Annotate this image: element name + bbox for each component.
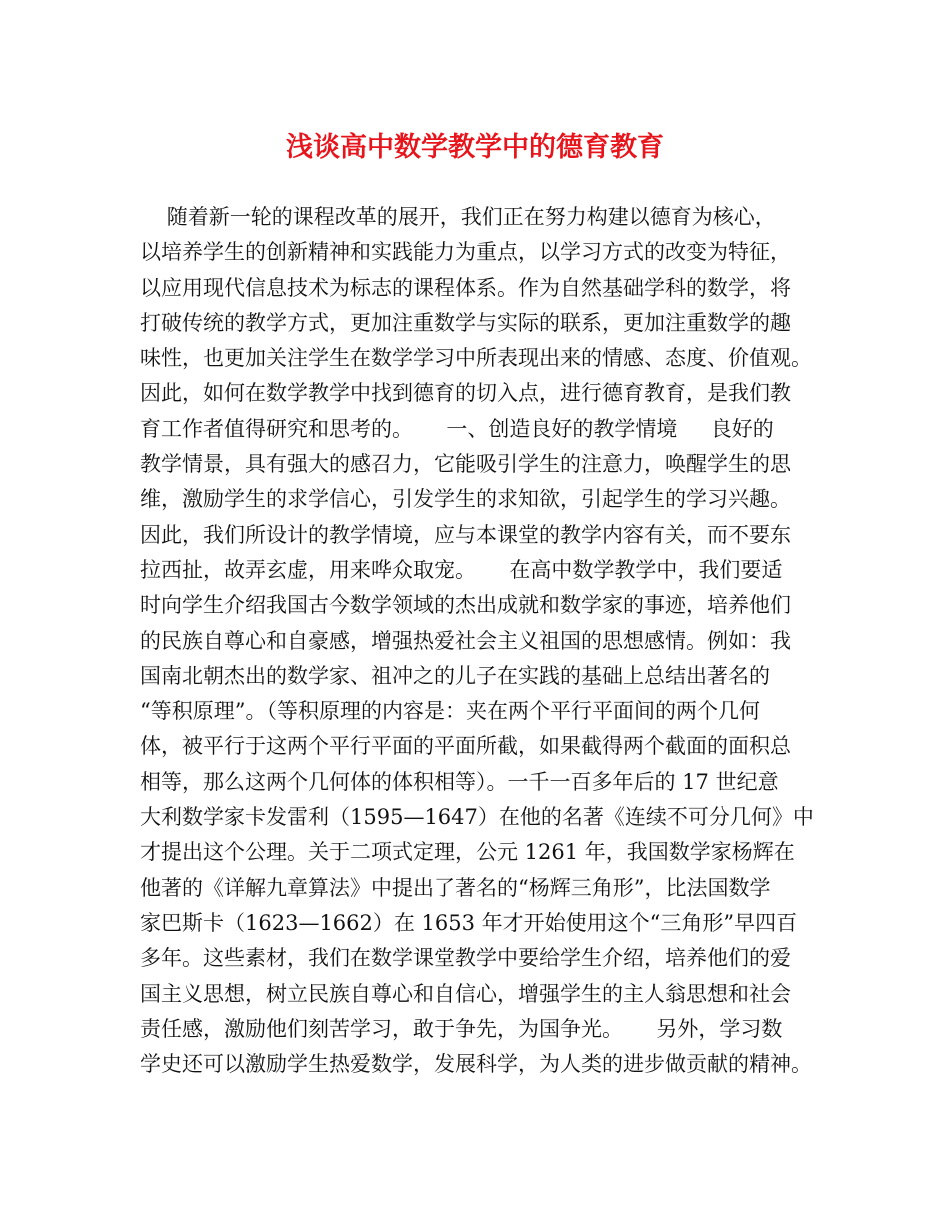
body-line: 以培养学生的创新精神和实践能力为重点，以学习方式的改变为特征， — [140, 240, 791, 265]
body-line: 拉西扯，故弄玄虚，用来哗众取宠。 在高中数学教学中，我们要适 — [140, 557, 783, 582]
body-line: 维，激励学生的求学信心，引发学生的求知欲，引起学生的学习兴趣。 — [140, 487, 791, 512]
body-line: 的民族自尊心和自豪感，增强热爱社会主义祖国的思想感情。例如：我 — [140, 628, 791, 653]
body-line: 他著的《详解九章算法》中提出了著名的“杨辉三角形”，比法国数学 — [140, 875, 771, 900]
document-title: 浅谈高中数学教学中的德育教育 — [286, 132, 664, 163]
body-line: “等积原理”。（等积原理的内容是：夹在两个平行平面间的两个几何 — [140, 699, 760, 724]
body-line: 家巴斯卡（1623—1662）在 1653 年才开始使用这个“三角形”早四百 — [140, 910, 798, 935]
body-line: 因此，我们所设计的教学情境，应与本课堂的教学内容有关，而不要东 — [140, 522, 791, 547]
body-line: 国主义思想，树立民族自尊心和自信心，增强学生的主人翁思想和社会 — [140, 981, 791, 1006]
body-line: 国南北朝杰出的数学家、祖冲之的儿子在实践的基础上总结出著名的 — [140, 663, 770, 688]
body-line: 以应用现代信息技术为标志的课程体系。作为自然基础学科的数学，将 — [140, 275, 791, 300]
body-line: 因此，如何在数学教学中找到德育的切入点，进行德育教育，是我们教 — [140, 381, 791, 406]
body-line: 大利数学家卡发雷利（1595—1647）在他的名著《连续不可分几何》中 — [140, 805, 814, 830]
body-line: 时向学生介绍我国古今数学领域的杰出成就和数学家的事迹，培养他们 — [140, 593, 791, 618]
document-body — [140, 200, 840, 1082]
body-line: 教学情景，具有强大的感召力，它能吸引学生的注意力，唤醒学生的思 — [140, 452, 791, 477]
body-line: 责任感，激励他们刻苦学习，敢于争先，为国争光。 另外，学习数 — [140, 1016, 783, 1041]
body-line: 味性，也更加关注学生在数学学习中所表现出来的情感、态度、价值观。 — [140, 346, 812, 371]
body-line: 体，被平行于这两个平行平面的平面所截，如果截得两个截面的面积总 — [140, 734, 791, 759]
body-line: 相等，那么这两个几何体的体积相等）。一千一百多年后的 17 世纪意 — [140, 769, 779, 794]
body-line: 育工作者值得研究和思考的。 一、创造良好的教学情境 良好的 — [140, 416, 774, 441]
body-line: 学史还可以激励学生热爱数学，发展科学，为人类的进步做贡献的精神。 — [140, 1052, 812, 1077]
body-line: 随着新一轮的课程改革的展开，我们正在努力构建以德育为核心， — [140, 205, 776, 229]
body-line: 多年。这些素材，我们在数学课堂教学中要给学生介绍，培养他们的爱 — [140, 946, 791, 971]
body-line: 才提出这个公理。关于二项式定理，公元 1261 年，我国数学家杨辉在 — [140, 840, 795, 865]
body-line: 打破传统的教学方式，更加注重数学与实际的联系，更加注重数学的趣 — [140, 310, 791, 335]
